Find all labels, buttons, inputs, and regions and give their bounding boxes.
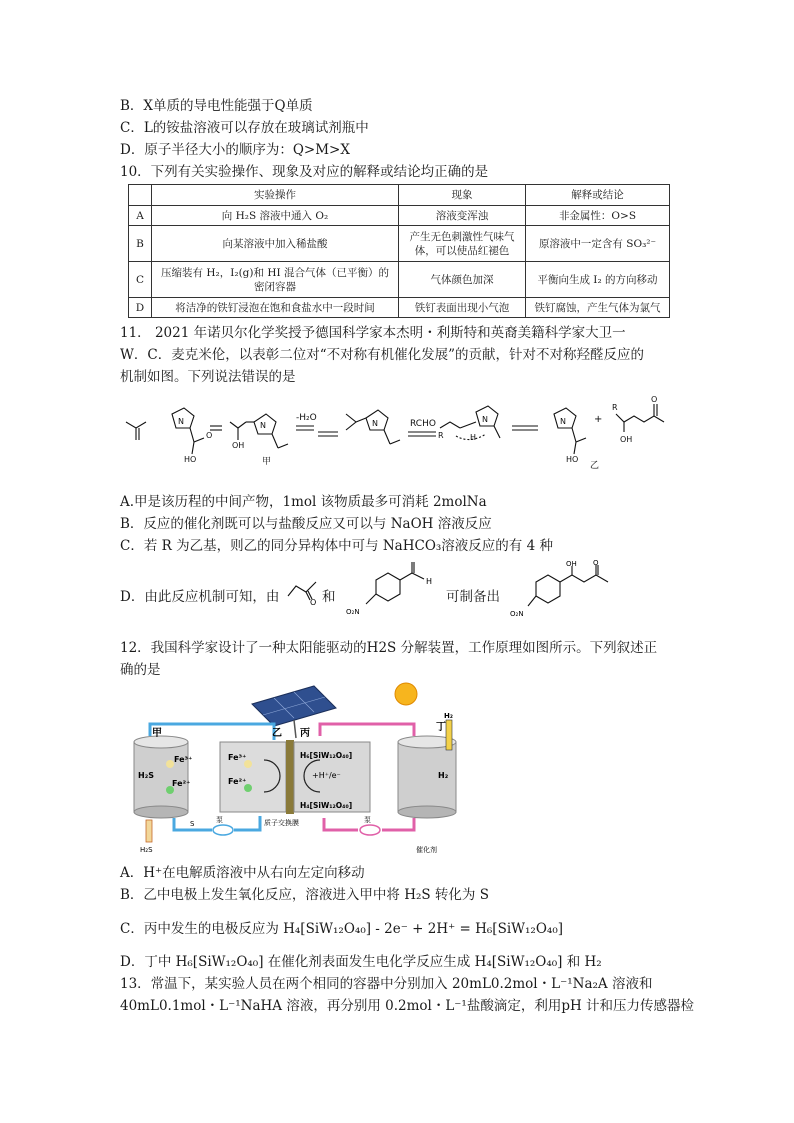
label-pump-right: 泵 (364, 816, 371, 824)
q10-table (128, 184, 670, 318)
q11-stem-1: 11． 2021 年诺贝尔化学奖授予德国科学家本杰明・利斯特和英裔美籍科学家大卫一 (120, 325, 626, 341)
product-o: O (593, 560, 599, 567)
label-bing: 丙 (300, 728, 310, 739)
scheme-h: H (470, 433, 477, 442)
table-header: 现象 (399, 185, 526, 206)
nitro-label-1: O₂N (346, 608, 360, 616)
q11-stem-3: 机制如图。下列说法错误的是 (120, 369, 296, 385)
label-proton-electron: +H⁺/e⁻ (312, 771, 341, 780)
nitro-label-2: O₂N (510, 610, 524, 618)
row-conclusion: 原溶液中一定含有 SO₃²⁻ (526, 226, 670, 262)
label-yi: 乙 (272, 728, 282, 739)
q12-option-d: D．丁中 H₆[SiW₁₂O₄₀] 在催化剂表面发生电化学反应生成 H₄[SiW₁₂O₄₀] 和 H₂ (120, 954, 602, 970)
label-s: S (190, 820, 195, 828)
scheme-oh-2: OH (620, 435, 633, 444)
table-row (129, 262, 670, 298)
q13-line-1: 13．常温下，某实验人员在两个相同的容器中分别加入 20mL0.2mol・L⁻¹Na₂A 溶液和 (120, 976, 653, 992)
table-row (129, 206, 670, 226)
scheme-o-2: O (651, 395, 658, 404)
q11-option-b: B．反应的催化剂既可以与盐酸反应又可以与 NaOH 溶液反应 (120, 516, 492, 532)
label-h2-tube: H₂ (444, 712, 453, 720)
scheme-n-1: N (178, 417, 184, 426)
label-h6-compound: H₆[SiW₁₂O₄₀] (300, 751, 353, 760)
label-fe3-jia: Fe³⁺ (174, 755, 193, 764)
product-oh: OH (566, 560, 577, 568)
q11-option-d-and: 和 (322, 589, 336, 605)
q12-stem-1: 12．我国科学家设计了一种太阳能驱动的H2S 分解装置，工作原理如图所示。下列叙述正 (120, 640, 658, 656)
label-jia: 甲 (152, 728, 162, 739)
scheme-label-yi: 乙 (590, 461, 600, 471)
sun-icon (395, 683, 417, 705)
row-operation: 将洁净的铁钉浸泡在饱和食盐水中一段时间 (152, 298, 399, 318)
label-fe2-yi: Fe²⁺ (228, 777, 247, 786)
row-phenomenon: 产生无色刺激性气味气体，可以使品红褪色 (399, 226, 526, 262)
scheme-rcho-label: RCHO (410, 419, 436, 429)
scheme-n-5: N (560, 417, 566, 426)
scheme-n-2: N (260, 421, 266, 430)
label-h2s-inlet: H₂S (140, 846, 153, 854)
q9-option-c: C．L的铵盐溶液可以存放在玻璃试剂瓶中 (120, 120, 369, 136)
scheme-ho-2: HO (566, 455, 579, 464)
aldehyde-h: H (426, 577, 433, 586)
table-header: 解释或结论 (526, 185, 670, 206)
scheme-water-label: -H₂O (296, 413, 317, 423)
pump-icon-right (360, 825, 380, 835)
scheme-n-4: N (482, 415, 488, 424)
label-fe3-yi: Fe³⁺ (228, 753, 247, 762)
label-h2-tank: H₂ (438, 771, 449, 780)
proton-membrane (286, 740, 294, 814)
q12-option-a: A．H⁺在电解质溶液中从右向左定向移动 (120, 865, 365, 881)
row-phenomenon: 铁钉表面出现小气泡 (399, 298, 526, 318)
scheme-o-1: O (206, 431, 213, 440)
label-h2s-tank: H₂S (138, 771, 154, 780)
scheme-label-jia: 甲 (262, 457, 272, 467)
q9-option-d: D．原子半径大小的顺序为：Q>M>X (120, 142, 350, 158)
label-fe2-jia: Fe²⁺ (172, 779, 191, 788)
row-key: D (129, 298, 152, 318)
q12-option-b: B．乙中电极上发生氧化反应，溶液进入甲中将 H₂S 转化为 S (120, 887, 489, 903)
q12-stem-2: 确的是 (120, 662, 161, 678)
table-header (129, 185, 152, 206)
pump-icon-left (213, 825, 233, 835)
q11-option-a: A.甲是该历程的中间产物，1mol 该物质最多可消耗 2molNa (120, 494, 487, 510)
row-key: C (129, 262, 152, 298)
aldol-product-structure (506, 560, 636, 626)
h2s-decomposition-device (124, 680, 484, 858)
table-header-row (129, 185, 670, 206)
row-conclusion: 非金属性：O>S (526, 206, 670, 226)
q11-option-c: C．若 R 为乙基，则乙的同分异构体中可与 NaHCO₃溶液反应的有 4 种 (120, 538, 553, 554)
row-operation: 压缩装有 H₂，I₂(g)和 HI 混合气体（已平衡）的密闭容器 (152, 262, 399, 298)
butanone-o: O (310, 598, 317, 606)
label-h4-compound: H₄[SiW₁₂O₄₀] (300, 801, 353, 810)
table-row (129, 298, 670, 318)
butanone-structure (286, 572, 324, 606)
scheme-r-2: R (612, 403, 618, 412)
row-operation: 向某溶液中加入稀盐酸 (152, 226, 399, 262)
nitrobenzaldehyde-structure (340, 560, 440, 624)
q11-stem-2: W．C．麦克米伦，以表彰二位对“不对称有机催化发展”的贡献，针对不对称羟醛反应的 (120, 347, 645, 363)
table-header: 实验操作 (152, 185, 399, 206)
q12-option-c: C．丙中发生的电极反应为 H₄[SiW₁₂O₄₀] - 2e⁻ + 2H⁺ = H₆[SiW₁₂O₄₀] (120, 921, 563, 937)
row-phenomenon: 气体颜色加深 (399, 262, 526, 298)
label-catalyst: 催化剂 (416, 846, 437, 854)
q13-line-2: 40mL0.1mol・L⁻¹NaHA 溶液，再分别用 0.2mol・L⁻¹盐酸滴定，利用pH 计和压力传感器检 (120, 998, 695, 1014)
label-ding: 丁 (436, 722, 446, 733)
scheme-r-1: R (438, 431, 444, 440)
row-phenomenon: 溶液变浑浊 (399, 206, 526, 226)
q11-option-d-part1: D．由此反应机制可知，由 (120, 589, 280, 605)
scheme-ho-1: HO (184, 455, 197, 464)
label-pump-left: 泵 (216, 816, 223, 824)
table-row (129, 226, 670, 262)
scheme-n-3: N (372, 419, 378, 428)
scheme-oh-1: OH (232, 441, 245, 450)
q10-stem: 10．下列有关实验操作、现象及对应的解释或结论均正确的是 (120, 164, 489, 180)
aldol-mechanism-scheme (120, 392, 680, 480)
row-conclusion: 铁钉腐蚀，产生气体为氯气 (526, 298, 670, 318)
row-operation: 向 H₂S 溶液中通入 O₂ (152, 206, 399, 226)
row-key: A (129, 206, 152, 226)
row-conclusion: 平衡向生成 I₂ 的方向移动 (526, 262, 670, 298)
scheme-plus: + (594, 414, 603, 425)
label-membrane: 质子交换膜 (264, 819, 299, 827)
q9-option-b: B．X单质的导电性能强于Q单质 (120, 98, 313, 114)
q11-option-d-part3: 可制备出 (446, 589, 500, 605)
row-key: B (129, 226, 152, 262)
